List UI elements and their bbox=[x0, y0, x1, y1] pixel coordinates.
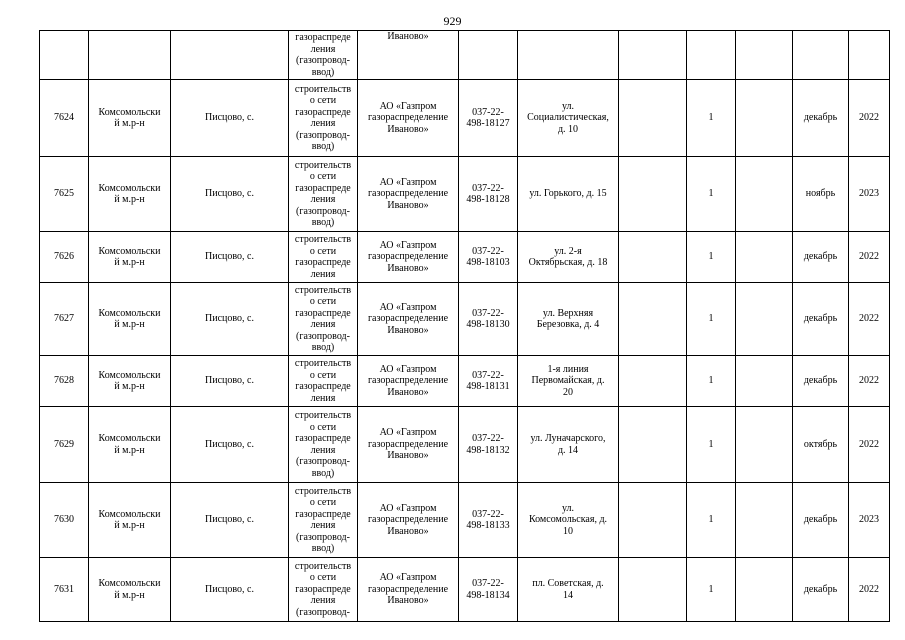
cell-month bbox=[793, 31, 849, 80]
cell-address bbox=[518, 356, 619, 407]
cell-extra-1 bbox=[619, 31, 687, 80]
organization-line: газораспределение bbox=[367, 514, 449, 526]
work-kind-line: газораспреде bbox=[295, 307, 351, 319]
organization-line: Иваново» bbox=[387, 123, 429, 135]
work-kind-line: о сети bbox=[309, 296, 337, 307]
work-kind-line: (газопровод- bbox=[296, 606, 350, 618]
code-line: 037-22- bbox=[472, 508, 504, 520]
cell-work-kind bbox=[289, 157, 358, 232]
cell-count: 1 bbox=[687, 558, 736, 622]
cell-organization bbox=[358, 157, 459, 232]
cell-extra-1 bbox=[619, 558, 687, 622]
cell-year: 2022 bbox=[849, 80, 890, 157]
cell-locality: Писцово, с. bbox=[171, 232, 289, 283]
cell-extra-1 bbox=[619, 157, 687, 232]
address-line: Социалистическая, bbox=[527, 112, 609, 124]
organization-line: АО «Газпром bbox=[379, 301, 437, 313]
table-row bbox=[40, 483, 890, 558]
address-line: д. 14 bbox=[557, 444, 579, 456]
district-line: й м.р-н bbox=[114, 589, 145, 601]
district-line: Комсомольски bbox=[98, 307, 161, 319]
cell-count: 1 bbox=[687, 356, 736, 407]
work-kind-line: ления bbox=[310, 118, 336, 129]
cell-count bbox=[687, 31, 736, 80]
cell-extra-1 bbox=[619, 80, 687, 157]
work-kind-line: ления bbox=[310, 444, 336, 456]
organization-line: Иваново» bbox=[387, 450, 429, 462]
work-kind-line: о сети bbox=[309, 95, 337, 106]
work-kind-line: строительств bbox=[294, 284, 352, 296]
cell-organization bbox=[358, 483, 459, 558]
work-kind-line: ления bbox=[310, 43, 336, 55]
cell-year: 2022 bbox=[849, 283, 890, 356]
work-kind-line: газораспреде bbox=[295, 583, 351, 595]
cell-month: октябрь bbox=[793, 407, 849, 483]
cell-count: 1 bbox=[687, 283, 736, 356]
district-line: Комсомольски bbox=[98, 106, 161, 118]
district-line: й м.р-н bbox=[114, 444, 145, 456]
work-kind-line: строительств bbox=[294, 159, 352, 171]
cell-extra-2 bbox=[736, 558, 793, 622]
work-kind-line: о сети bbox=[309, 572, 337, 584]
cell-extra-2 bbox=[736, 31, 793, 80]
cell-extra-2 bbox=[736, 232, 793, 283]
page-number: 929 bbox=[443, 14, 462, 28]
work-kind-line: ввод) bbox=[311, 141, 335, 152]
district-line: й м.р-н bbox=[114, 118, 145, 129]
cell-extra-1 bbox=[619, 483, 687, 558]
code-line: 037-22- bbox=[472, 245, 504, 257]
cell-address bbox=[518, 283, 619, 356]
cell-year: 2022 bbox=[849, 356, 890, 407]
address-line: д. 10 bbox=[557, 123, 579, 135]
district-line: й м.р-н bbox=[114, 194, 145, 205]
work-kind-line: ления bbox=[310, 520, 336, 531]
cell-work-kind bbox=[289, 356, 358, 407]
table-row bbox=[40, 283, 890, 356]
code-line: 037-22- bbox=[472, 106, 504, 118]
organization-line: АО «Газпром bbox=[379, 572, 437, 584]
cell-district bbox=[89, 356, 171, 407]
organization-line: газораспределение bbox=[367, 375, 449, 387]
cell-address bbox=[518, 80, 619, 157]
cell-count: 1 bbox=[687, 80, 736, 157]
cell-organization bbox=[358, 356, 459, 407]
cell-address bbox=[518, 31, 619, 80]
cell-no: 7627 bbox=[40, 283, 89, 356]
cell-locality: Писцово, с. bbox=[171, 483, 289, 558]
work-kind-line: газораспреде bbox=[295, 433, 351, 444]
address-line: ул. 2-я bbox=[554, 245, 582, 257]
table-row bbox=[40, 157, 890, 232]
district-line: й м.р-н bbox=[114, 381, 145, 392]
cell-year: 2023 bbox=[849, 483, 890, 558]
cell-work-kind bbox=[289, 558, 358, 622]
table-row bbox=[40, 80, 890, 157]
organization-line: газораспределение bbox=[367, 583, 449, 595]
organization-line: Иваново» bbox=[387, 199, 429, 211]
work-kind-line: ввод) bbox=[311, 66, 335, 78]
work-kind-line: ления bbox=[310, 194, 336, 205]
continuation-row bbox=[40, 31, 890, 80]
cell-address bbox=[518, 157, 619, 232]
organization-line: Иваново» bbox=[387, 525, 429, 537]
cell-extra-2 bbox=[736, 283, 793, 356]
code-line: 498-18134 bbox=[466, 589, 510, 601]
cell-month: ноябрь bbox=[793, 157, 849, 232]
cell-no: 7625 bbox=[40, 157, 89, 232]
cell-count: 1 bbox=[687, 483, 736, 558]
address-line: пл. Советская, д. bbox=[532, 578, 604, 589]
cell-work-kind bbox=[289, 407, 358, 483]
cell-year: 2022 bbox=[849, 558, 890, 622]
work-kind-line: строительств bbox=[294, 234, 352, 245]
table-row bbox=[40, 407, 890, 483]
work-kind-line: (газопровод- bbox=[296, 55, 350, 66]
work-kind-line: ввод) bbox=[311, 217, 335, 228]
code-line: 498-18133 bbox=[466, 520, 510, 531]
district-line: Комсомольски bbox=[98, 182, 161, 194]
cell-district bbox=[89, 31, 171, 80]
cell-work-kind bbox=[289, 31, 358, 80]
cell-work-kind bbox=[289, 283, 358, 356]
organization-line: Иваново» bbox=[387, 324, 429, 336]
cell-code bbox=[459, 232, 518, 283]
address-line: ул. bbox=[561, 502, 575, 514]
district-line: й м.р-н bbox=[114, 319, 145, 330]
cell-extra-2 bbox=[736, 407, 793, 483]
work-kind-line: о сети bbox=[309, 171, 337, 182]
district-line: Комсомольски bbox=[98, 245, 161, 257]
work-kind-line: о сети bbox=[309, 421, 337, 433]
code-line: 498-18103 bbox=[466, 257, 510, 268]
work-kind-line: о сети bbox=[309, 369, 337, 381]
cell-address bbox=[518, 407, 619, 483]
cell-district bbox=[89, 407, 171, 483]
work-kind-line: ления bbox=[310, 392, 336, 404]
cell-count: 1 bbox=[687, 407, 736, 483]
table-row bbox=[40, 356, 890, 407]
cell-extra-1 bbox=[619, 283, 687, 356]
cell-work-kind bbox=[289, 483, 358, 558]
address-line: Октябрьская, д. 18 bbox=[528, 257, 608, 268]
cell-work-kind bbox=[289, 232, 358, 283]
organization-line: АО «Газпром bbox=[379, 502, 437, 514]
cell-locality: Писцово, с. bbox=[171, 356, 289, 407]
work-kind-line: ления bbox=[310, 595, 336, 607]
cell-locality bbox=[171, 31, 289, 80]
work-kind-line: (газопровод- bbox=[296, 456, 350, 467]
organization-line: АО «Газпром bbox=[379, 363, 437, 375]
cell-locality: Писцово, с. bbox=[171, 157, 289, 232]
cell-code bbox=[459, 407, 518, 483]
cell-code bbox=[459, 31, 518, 80]
cell-no: 7630 bbox=[40, 483, 89, 558]
table-row bbox=[40, 232, 890, 283]
work-kind-line: ввод) bbox=[311, 543, 335, 554]
organization-line: газораспределение bbox=[367, 112, 449, 124]
organization-line: газораспределение bbox=[367, 313, 449, 325]
cell-no: 7628 bbox=[40, 356, 89, 407]
cell-district bbox=[89, 232, 171, 283]
code-line: 498-18130 bbox=[466, 319, 510, 330]
cell-organization bbox=[358, 558, 459, 622]
cell-address bbox=[518, 483, 619, 558]
address-line: 14 bbox=[563, 589, 573, 601]
organization-line: Иваново» bbox=[387, 262, 429, 274]
cell-no: 7629 bbox=[40, 407, 89, 483]
work-kind-line: ввод) bbox=[311, 467, 335, 479]
work-kind-line: газораспреде bbox=[295, 106, 351, 118]
work-kind-line: ления bbox=[310, 268, 336, 280]
organization-line: Иваново» bbox=[387, 31, 429, 42]
cell-extra-1 bbox=[619, 356, 687, 407]
cell-no: 7626 bbox=[40, 232, 89, 283]
cell-organization bbox=[358, 80, 459, 157]
address-line: ул. Луначарского, bbox=[530, 433, 606, 444]
address-line: 1-я линия bbox=[547, 363, 589, 375]
organization-line: газораспределение bbox=[367, 251, 449, 263]
work-kind-line: газораспреде bbox=[295, 257, 351, 268]
district-line: Комсомольски bbox=[98, 578, 161, 589]
work-kind-line: строительств bbox=[294, 83, 352, 95]
cell-district bbox=[89, 283, 171, 356]
code-line: 498-18128 bbox=[466, 194, 510, 205]
district-line: Комсомольски bbox=[98, 508, 161, 520]
cell-month: декабрь bbox=[793, 283, 849, 356]
cell-month: декабрь bbox=[793, 80, 849, 157]
cell-extra-2 bbox=[736, 483, 793, 558]
cell-year: 2023 bbox=[849, 157, 890, 232]
address-line: 10 bbox=[563, 525, 573, 537]
cell-month: декабрь bbox=[793, 483, 849, 558]
cell-code bbox=[459, 283, 518, 356]
address-line: Первомайская, д. bbox=[531, 375, 605, 387]
code-line: 498-18127 bbox=[466, 118, 510, 129]
cell-code bbox=[459, 356, 518, 407]
work-kind-line: строительств bbox=[294, 485, 352, 497]
cell-code bbox=[459, 157, 518, 232]
cell-month: декабрь bbox=[793, 232, 849, 283]
organization-line: АО «Газпром bbox=[379, 100, 437, 112]
address-line: ул. bbox=[561, 100, 575, 112]
cell-address bbox=[518, 232, 619, 283]
code-line: 037-22- bbox=[472, 369, 504, 381]
work-kind-line: газораспреде bbox=[295, 182, 351, 194]
organization-line: газораспределение bbox=[367, 438, 449, 450]
cell-work-kind bbox=[289, 80, 358, 157]
organization-line: АО «Газпром bbox=[379, 239, 437, 251]
registry-table bbox=[39, 30, 890, 622]
address-line: Комсомольская, д. bbox=[528, 514, 608, 526]
work-kind-line: газораспреде bbox=[295, 32, 351, 43]
cell-organization bbox=[358, 31, 459, 80]
district-line: Комсомольски bbox=[98, 433, 161, 444]
cell-organization bbox=[358, 407, 459, 483]
work-kind-line: ввод) bbox=[311, 342, 335, 353]
cell-extra-2 bbox=[736, 157, 793, 232]
work-kind-line: газораспреде bbox=[295, 508, 351, 520]
cell-count: 1 bbox=[687, 157, 736, 232]
cell-year: 2022 bbox=[849, 232, 890, 283]
cell-district bbox=[89, 483, 171, 558]
district-line: й м.р-н bbox=[114, 257, 145, 268]
cell-year: 2022 bbox=[849, 407, 890, 483]
cell-no bbox=[40, 31, 89, 80]
cell-month: декабрь bbox=[793, 558, 849, 622]
cell-year bbox=[849, 31, 890, 80]
cell-address bbox=[518, 558, 619, 622]
work-kind-line: (газопровод- bbox=[296, 531, 350, 543]
cell-locality: Писцово, с. bbox=[171, 283, 289, 356]
work-kind-line: (газопровод- bbox=[296, 205, 350, 217]
organization-line: АО «Газпром bbox=[379, 176, 437, 188]
table-row bbox=[40, 558, 890, 622]
work-kind-line: ления bbox=[310, 319, 336, 330]
code-line: 037-22- bbox=[472, 578, 504, 589]
cell-code bbox=[459, 80, 518, 157]
address-line: 20 bbox=[563, 386, 573, 398]
cell-no: 7624 bbox=[40, 80, 89, 157]
organization-line: АО «Газпром bbox=[379, 427, 437, 439]
cell-district bbox=[89, 157, 171, 232]
work-kind-line: строительств bbox=[294, 560, 352, 572]
organization-line: Иваново» bbox=[387, 386, 429, 398]
organization-line: Иваново» bbox=[387, 595, 429, 607]
cell-extra-2 bbox=[736, 356, 793, 407]
cell-extra-1 bbox=[619, 407, 687, 483]
district-line: Комсомольски bbox=[98, 369, 161, 381]
cell-district bbox=[89, 558, 171, 622]
cell-extra-1 bbox=[619, 232, 687, 283]
cell-extra-2 bbox=[736, 80, 793, 157]
work-kind-line: строительств bbox=[294, 358, 352, 369]
code-line: 498-18132 bbox=[466, 444, 510, 456]
code-line: 037-22- bbox=[472, 433, 504, 444]
cell-month: декабрь bbox=[793, 356, 849, 407]
cell-no: 7631 bbox=[40, 558, 89, 622]
cell-count: 1 bbox=[687, 232, 736, 283]
cell-code bbox=[459, 558, 518, 622]
cell-district bbox=[89, 80, 171, 157]
work-kind-line: (газопровод- bbox=[296, 129, 350, 141]
code-line: 498-18131 bbox=[466, 381, 510, 392]
work-kind-line: строительств bbox=[294, 410, 352, 421]
cell-locality: Писцово, с. bbox=[171, 558, 289, 622]
organization-line: газораспределение bbox=[367, 188, 449, 200]
district-line: й м.р-н bbox=[114, 520, 145, 531]
work-kind-line: о сети bbox=[309, 245, 337, 257]
work-kind-line: о сети bbox=[309, 497, 337, 508]
address-line: ул. Горького, д. 15 bbox=[529, 188, 607, 200]
cell-locality: Писцово, с. bbox=[171, 80, 289, 157]
cell-locality: Писцово, с. bbox=[171, 407, 289, 483]
cell-organization bbox=[358, 232, 459, 283]
cell-organization bbox=[358, 283, 459, 356]
work-kind-line: (газопровод- bbox=[296, 330, 350, 342]
address-line: Березовка, д. 4 bbox=[536, 319, 600, 330]
code-line: 037-22- bbox=[472, 307, 504, 319]
code-line: 037-22- bbox=[472, 182, 504, 194]
address-line: ул. Верхняя bbox=[542, 307, 594, 319]
cell-code bbox=[459, 483, 518, 558]
work-kind-line: газораспреде bbox=[295, 381, 351, 392]
